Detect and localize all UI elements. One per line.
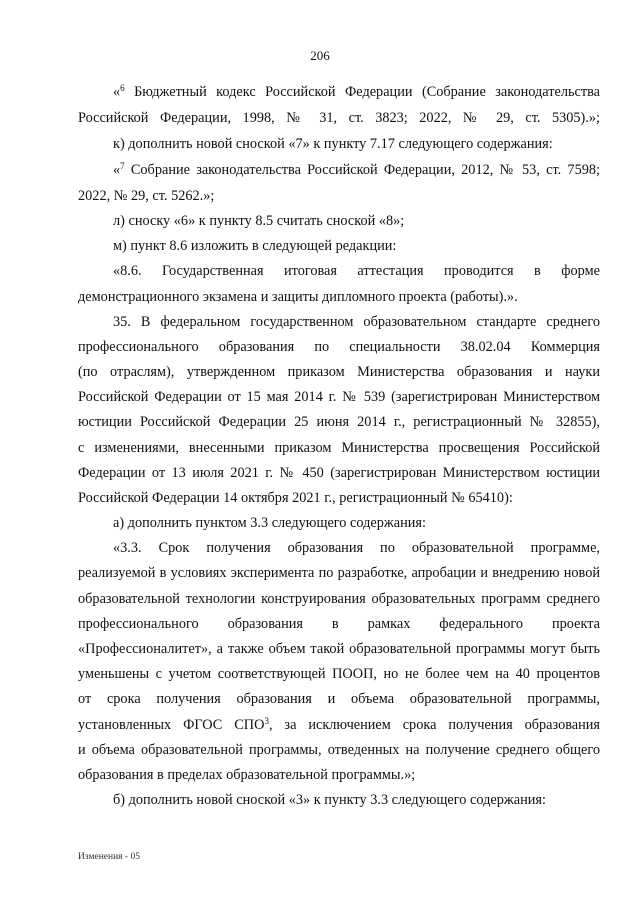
body-line: профессионального образования по специальности 38.02.04 Коммерция bbox=[78, 339, 600, 355]
body-line: Российской Федерации, 1998, № 31, ст. 3823; 2022, № 29, ст. 5305).»; bbox=[78, 110, 600, 126]
body-line: (по отраслям), утвержденном приказом Министерства образования и науки bbox=[78, 364, 600, 380]
body-line: Российской Федерации 14 октября 2021 г., регистрационный № 65410): bbox=[78, 490, 513, 506]
page-number: 206 bbox=[310, 48, 330, 63]
body-line: Российской Федерации от 15 мая 2014 г. № 539 (зарегистрирован Министерством bbox=[78, 389, 600, 405]
body-line: реализуемой в условиях эксперимента по разработке, апробации и внедрению новой bbox=[78, 565, 600, 581]
body-line: л) сноску «6» к пункту 8.5 считать сноской «8»; bbox=[113, 213, 405, 229]
body-line: «8.6. Государственная итоговая аттестация проводится в форме bbox=[113, 263, 600, 279]
footer-note: Изменения - 05 bbox=[78, 852, 140, 862]
body-line: к) дополнить новой сноской «7» к пункту 7.17 следующего содержания: bbox=[113, 136, 553, 152]
footnote-marker: 6 bbox=[120, 83, 125, 93]
footnote-7-line: «$^7$ Собрание законодательства Российской Федерации, 2012, № 53, ст. 7598; bbox=[113, 161, 600, 178]
body-line: с изменениями, внесенными приказом Министерства просвещения Российской bbox=[78, 440, 600, 456]
body-line: профессионального образования в рамках федерального проекта bbox=[78, 616, 600, 632]
body-line: м) пункт 8.6 изложить в следующей редакции: bbox=[113, 238, 397, 254]
footnote-marker: 3 bbox=[264, 716, 269, 726]
body-line: «Профессионалитет», а также объем такой образовательной программы могут быть bbox=[78, 641, 600, 657]
body-line: уменьшены с учетом соответствующей ПООП, но не более чем на 40 процентов bbox=[78, 666, 600, 682]
body-line: «3.3. Срок получения образования по образовательной программе, bbox=[113, 540, 600, 556]
body-line: 2022, № 29, ст. 5262.»; bbox=[78, 188, 215, 204]
body-line: демонстрационного экзамена и защиты дипломного проекта (работы).». bbox=[78, 289, 518, 305]
body-line: а) дополнить пунктом 3.3 следующего содержания: bbox=[113, 515, 426, 531]
body-line: установленных ФГОС СПО$^3$, за исключением срока получения образования bbox=[78, 716, 601, 733]
body-line: 35. В федеральном государственном образовательном стандарте среднего bbox=[113, 314, 600, 330]
body-line: Федерации от 13 июля 2021 г. № 450 (зарегистрирован Министерством юстиции bbox=[78, 465, 600, 481]
footnote-6-line: «$^6$ Бюджетный кодекс Российской Федерации (Собрание законодательства bbox=[113, 83, 600, 100]
footnote-marker: 7 bbox=[120, 161, 125, 171]
body-line: образовательной технологии конструирования образовательных программ среднего bbox=[78, 591, 600, 607]
body-line: образования в пределах образовательной программы.»; bbox=[78, 767, 416, 783]
body-line: и объема образовательной программы, отведенных на получение среднего общего bbox=[78, 742, 600, 758]
body-line: б) дополнить новой сноской «3» к пункту 3.3 следующего содержания: bbox=[113, 792, 546, 808]
body-line: юстиции Российской Федерации 25 июня 2014 г., регистрационный № 32855), bbox=[78, 414, 600, 430]
body-line: от срока получения образования и объема образовательной программы, bbox=[78, 691, 600, 707]
